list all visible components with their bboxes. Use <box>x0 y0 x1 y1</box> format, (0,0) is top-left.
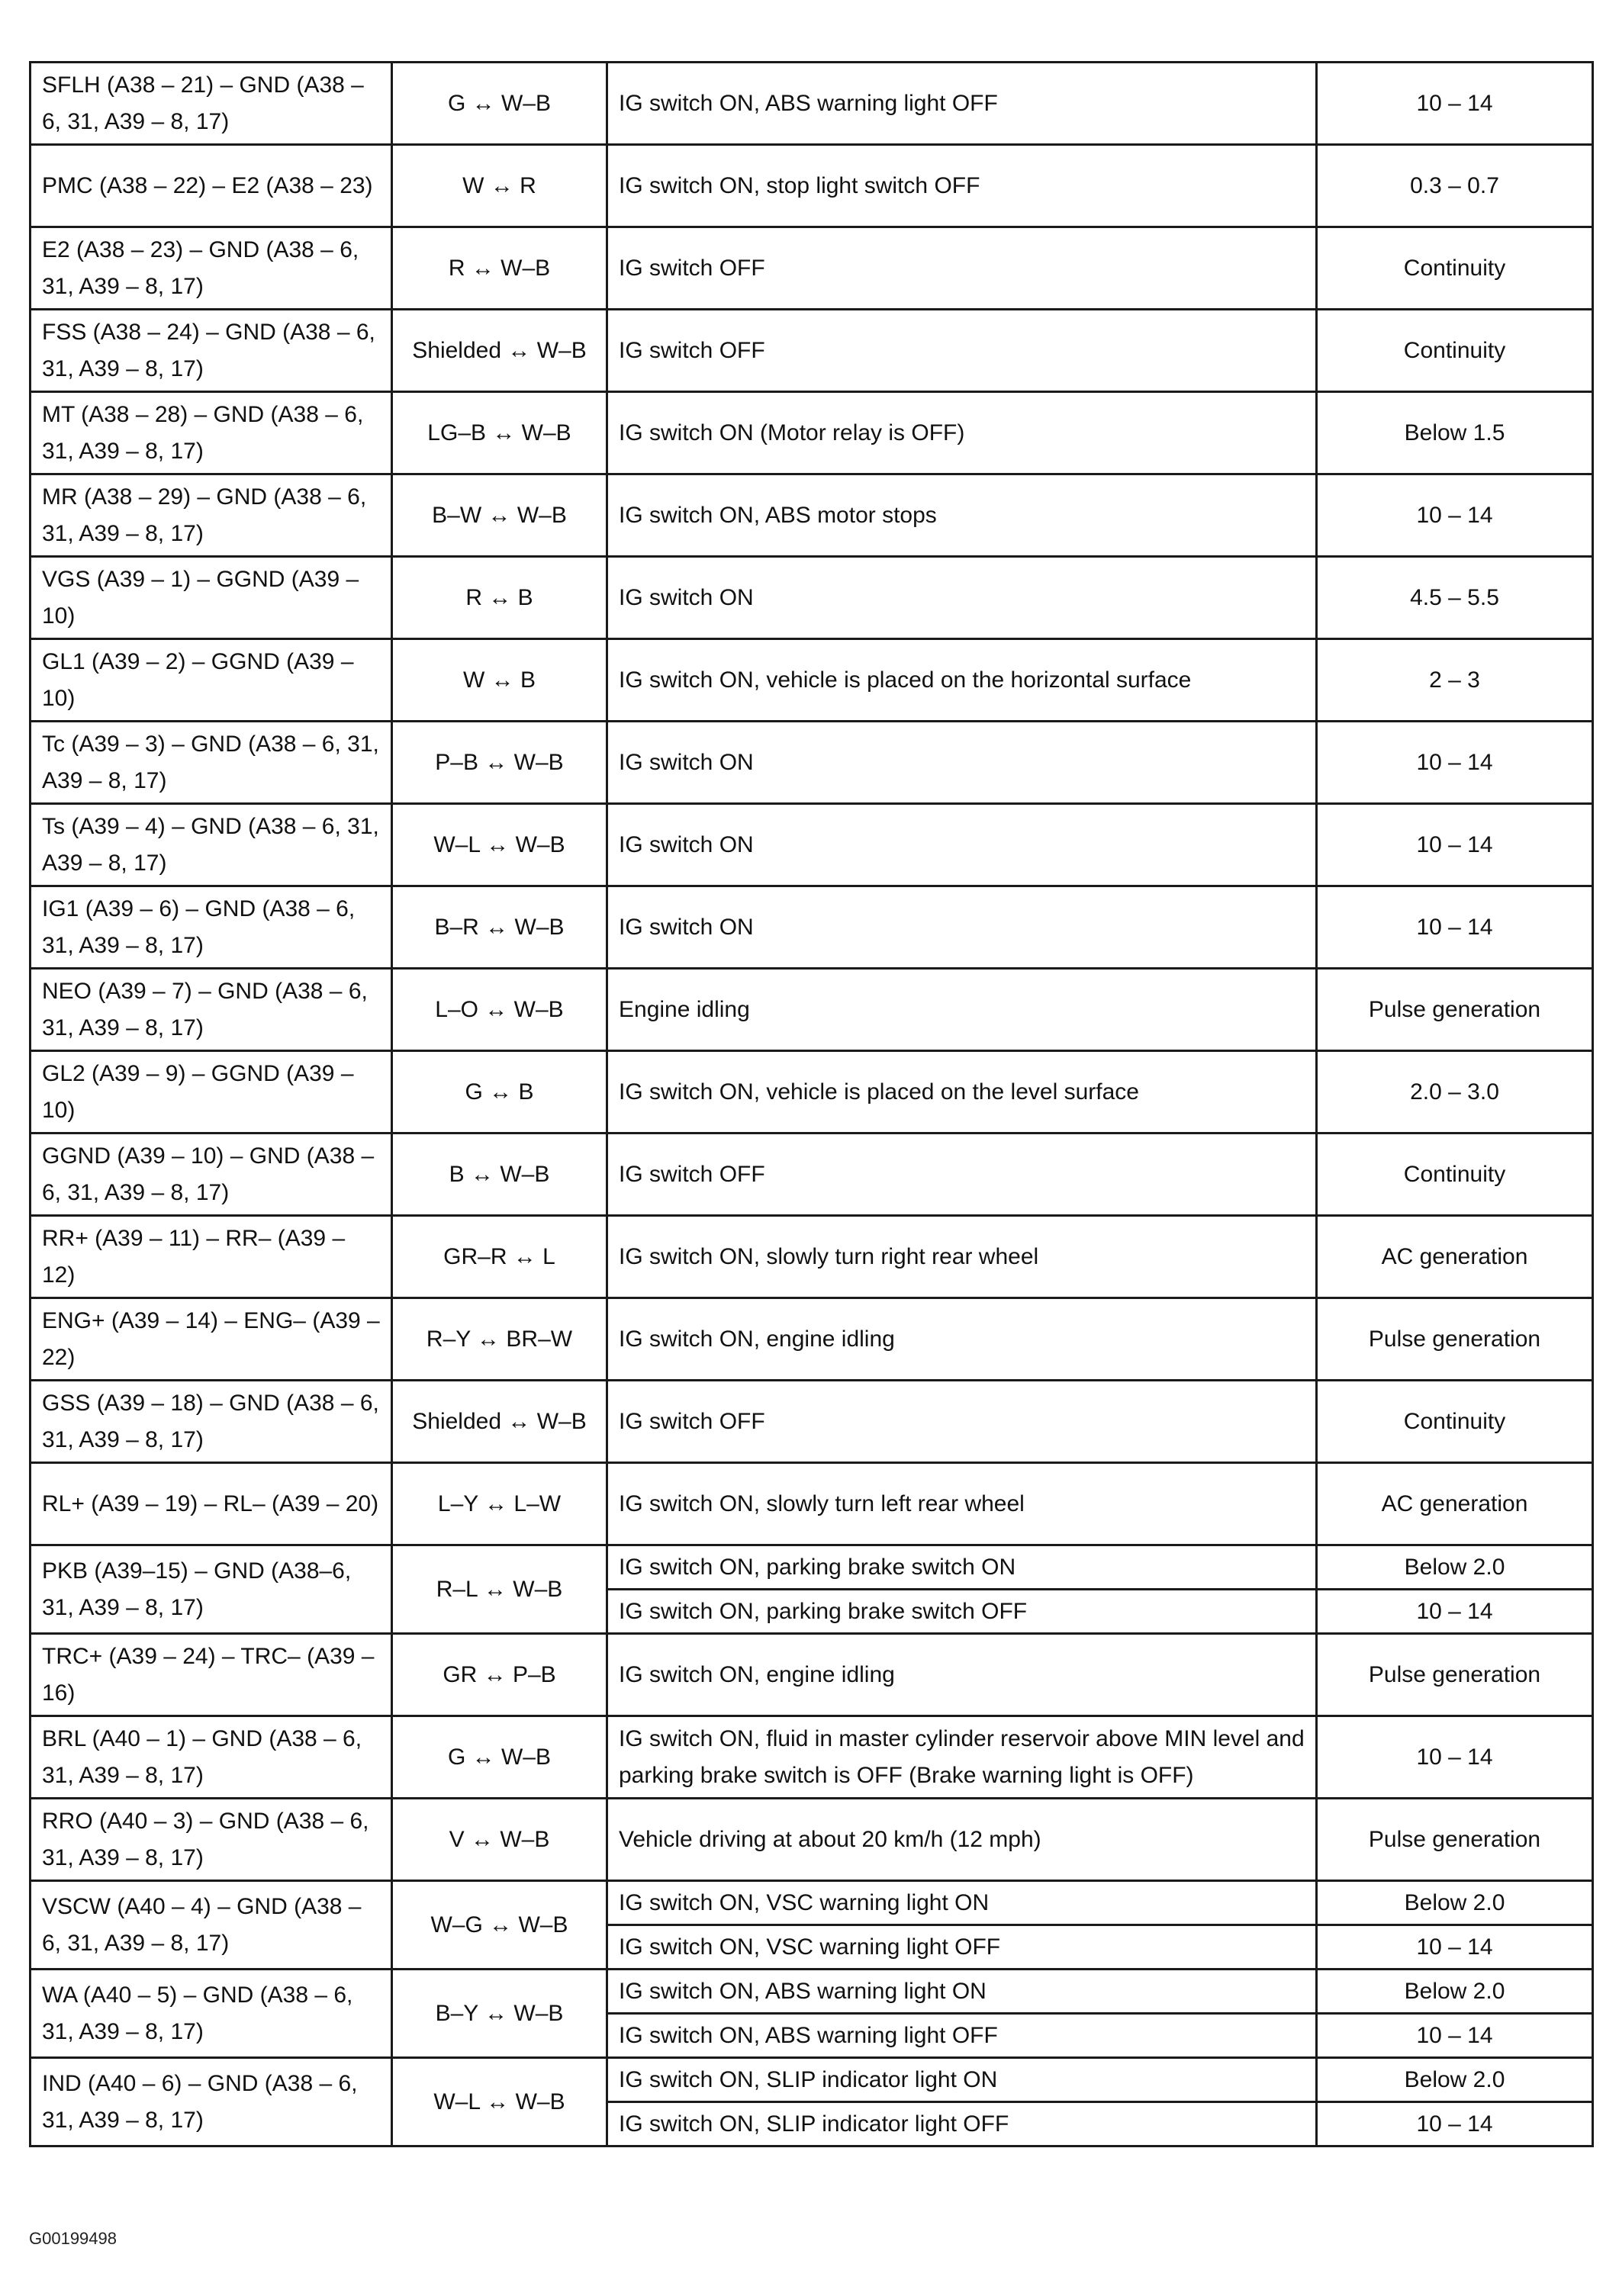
table-row <box>31 1545 1593 1590</box>
wiring-color-cell: G ↔ B <box>392 1051 607 1134</box>
specified-condition-cell: Pulse generation <box>1317 1799 1593 1881</box>
condition-cell: IG switch OFF <box>607 310 1317 392</box>
condition-cell: IG switch ON, slowly turn right rear wheel <box>607 1216 1317 1298</box>
wiring-color-cell: W–L ↔ W–B <box>392 804 607 886</box>
specified-condition-cell: AC generation <box>1317 1216 1593 1298</box>
terminal-cell: E2 (A38 – 23) – GND (A38 – 6, 31, A39 – 8, 17) <box>31 227 392 310</box>
condition-cell: IG switch ON, fluid in master cylinder reservoir above MIN level and parking brake switch is OFF (Brake warning light is OFF) <box>607 1716 1317 1799</box>
condition-cell: IG switch ON <box>607 557 1317 639</box>
wiring-color-cell: W–G ↔ W–B <box>392 1881 607 1970</box>
condition-cell: IG switch ON, engine idling <box>607 1298 1317 1381</box>
specified-condition-cell: 10 – 14 <box>1317 1925 1593 1970</box>
table-row <box>31 145 1593 227</box>
specified-condition-cell: Below 2.0 <box>1317 1881 1593 1925</box>
terminal-cell: VSCW (A40 – 4) – GND (A38 – 6, 31, A39 – 8, 17) <box>31 1881 392 1970</box>
terminal-cell: NEO (A39 – 7) – GND (A38 – 6, 31, A39 – 8, 17) <box>31 969 392 1051</box>
wiring-color-cell: V ↔ W–B <box>392 1799 607 1881</box>
terminal-cell: IND (A40 – 6) – GND (A38 – 6, 31, A39 – 8, 17) <box>31 2058 392 2146</box>
wiring-color-cell: GR ↔ P–B <box>392 1634 607 1716</box>
condition-cell: IG switch ON, vehicle is placed on the level surface <box>607 1051 1317 1134</box>
wiring-color-cell: Shielded ↔ W–B <box>392 310 607 392</box>
specified-condition-cell: 10 – 14 <box>1317 63 1593 145</box>
terminal-check-table <box>29 61 1594 2147</box>
specified-condition-cell: Pulse generation <box>1317 969 1593 1051</box>
specified-condition-cell: 4.5 – 5.5 <box>1317 557 1593 639</box>
specified-condition-cell: 10 – 14 <box>1317 886 1593 969</box>
wiring-color-cell: W ↔ R <box>392 145 607 227</box>
table-row <box>31 1970 1593 2014</box>
specified-condition-cell: Below 2.0 <box>1317 2058 1593 2102</box>
table-row <box>31 1381 1593 1463</box>
condition-cell: IG switch ON, vehicle is placed on the horizontal surface <box>607 639 1317 722</box>
specified-condition-cell: 0.3 – 0.7 <box>1317 145 1593 227</box>
condition-cell: IG switch OFF <box>607 227 1317 310</box>
condition-cell: IG switch ON, stop light switch OFF <box>607 145 1317 227</box>
condition-cell: IG switch ON, ABS warning light OFF <box>607 63 1317 145</box>
condition-cell: IG switch OFF <box>607 1381 1317 1463</box>
table-row <box>31 639 1593 722</box>
terminal-cell: IG1 (A39 – 6) – GND (A38 – 6, 31, A39 – 8, 17) <box>31 886 392 969</box>
condition-cell: IG switch ON, engine idling <box>607 1634 1317 1716</box>
specified-condition-cell: Pulse generation <box>1317 1634 1593 1716</box>
specified-condition-cell: 10 – 14 <box>1317 2014 1593 2058</box>
wiring-color-cell: B–Y ↔ W–B <box>392 1970 607 2058</box>
specified-condition-cell: AC generation <box>1317 1463 1593 1545</box>
condition-cell: IG switch OFF <box>607 1134 1317 1216</box>
terminal-cell: GSS (A39 – 18) – GND (A38 – 6, 31, A39 – 8, 17) <box>31 1381 392 1463</box>
terminal-cell: BRL (A40 – 1) – GND (A38 – 6, 31, A39 – 8, 17) <box>31 1716 392 1799</box>
table-row <box>31 1716 1593 1799</box>
wiring-color-cell: G ↔ W–B <box>392 63 607 145</box>
table-row <box>31 63 1593 145</box>
table-row <box>31 886 1593 969</box>
condition-cell: Engine idling <box>607 969 1317 1051</box>
table-row <box>31 474 1593 557</box>
table-row <box>31 2058 1593 2102</box>
condition-cell: IG switch ON, VSC warning light OFF <box>607 1925 1317 1970</box>
specified-condition-cell: Continuity <box>1317 310 1593 392</box>
table-row <box>31 804 1593 886</box>
specified-condition-cell: 10 – 14 <box>1317 804 1593 886</box>
specified-condition-cell: 10 – 14 <box>1317 1716 1593 1799</box>
terminal-cell: TRC+ (A39 – 24) – TRC– (A39 – 16) <box>31 1634 392 1716</box>
table-row <box>31 392 1593 474</box>
specified-condition-cell: Continuity <box>1317 227 1593 310</box>
terminal-cell: FSS (A38 – 24) – GND (A38 – 6, 31, A39 – 8, 17) <box>31 310 392 392</box>
terminal-cell: ENG+ (A39 – 14) – ENG– (A39 – 22) <box>31 1298 392 1381</box>
wiring-color-cell: Shielded ↔ W–B <box>392 1381 607 1463</box>
specified-condition-cell: Continuity <box>1317 1381 1593 1463</box>
terminal-cell: MR (A38 – 29) – GND (A38 – 6, 31, A39 – 8, 17) <box>31 474 392 557</box>
condition-cell: IG switch ON, parking brake switch OFF <box>607 1590 1317 1634</box>
specified-condition-cell: 2.0 – 3.0 <box>1317 1051 1593 1134</box>
terminal-cell: Tc (A39 – 3) – GND (A38 – 6, 31, A39 – 8, 17) <box>31 722 392 804</box>
wiring-color-cell: B–W ↔ W–B <box>392 474 607 557</box>
specified-condition-cell: Pulse generation <box>1317 1298 1593 1381</box>
wiring-color-cell: G ↔ W–B <box>392 1716 607 1799</box>
terminal-cell: MT (A38 – 28) – GND (A38 – 6, 31, A39 – 8, 17) <box>31 392 392 474</box>
wiring-color-cell: L–O ↔ W–B <box>392 969 607 1051</box>
terminal-cell: RRO (A40 – 3) – GND (A38 – 6, 31, A39 – 8, 17) <box>31 1799 392 1881</box>
condition-cell: IG switch ON <box>607 722 1317 804</box>
condition-cell: IG switch ON, SLIP indicator light OFF <box>607 2102 1317 2146</box>
condition-cell: IG switch ON, ABS motor stops <box>607 474 1317 557</box>
specified-condition-cell: 10 – 14 <box>1317 722 1593 804</box>
wiring-color-cell: L–Y ↔ L–W <box>392 1463 607 1545</box>
condition-cell: IG switch ON, ABS warning light OFF <box>607 2014 1317 2058</box>
condition-cell: IG switch ON, VSC warning light ON <box>607 1881 1317 1925</box>
condition-cell: Vehicle driving at about 20 km/h (12 mph) <box>607 1799 1317 1881</box>
specified-condition-cell: Continuity <box>1317 1134 1593 1216</box>
table-row <box>31 1298 1593 1381</box>
terminal-cell: VGS (A39 – 1) – GGND (A39 – 10) <box>31 557 392 639</box>
wiring-color-cell: R ↔ B <box>392 557 607 639</box>
wiring-color-cell: R ↔ W–B <box>392 227 607 310</box>
wiring-color-cell: R–L ↔ W–B <box>392 1545 607 1634</box>
table-row <box>31 969 1593 1051</box>
table-body <box>31 63 1593 2146</box>
wiring-color-cell: P–B ↔ W–B <box>392 722 607 804</box>
specified-condition-cell: 2 – 3 <box>1317 639 1593 722</box>
terminal-cell: PKB (A39–15) – GND (A38–6, 31, A39 – 8, 17) <box>31 1545 392 1634</box>
table-row <box>31 1799 1593 1881</box>
specified-condition-cell: 10 – 14 <box>1317 474 1593 557</box>
terminal-cell: RL+ (A39 – 19) – RL– (A39 – 20) <box>31 1463 392 1545</box>
table-row <box>31 1881 1593 1925</box>
condition-cell: IG switch ON (Motor relay is OFF) <box>607 392 1317 474</box>
wiring-color-cell: B–R ↔ W–B <box>392 886 607 969</box>
table-row <box>31 1216 1593 1298</box>
table-row <box>31 310 1593 392</box>
condition-cell: IG switch ON, ABS warning light ON <box>607 1970 1317 2014</box>
specified-condition-cell: 10 – 14 <box>1317 2102 1593 2146</box>
terminal-cell: Ts (A39 – 4) – GND (A38 – 6, 31, A39 – 8, 17) <box>31 804 392 886</box>
wiring-color-cell: LG–B ↔ W–B <box>392 392 607 474</box>
figure-code: G00199498 <box>29 2229 117 2248</box>
condition-cell: IG switch ON, slowly turn left rear wheel <box>607 1463 1317 1545</box>
specified-condition-cell: Below 2.0 <box>1317 1545 1593 1590</box>
specified-condition-cell: Below 1.5 <box>1317 392 1593 474</box>
wiring-color-cell: W ↔ B <box>392 639 607 722</box>
terminal-cell: SFLH (A38 – 21) – GND (A38 – 6, 31, A39 – 8, 17) <box>31 63 392 145</box>
wiring-color-cell: W–L ↔ W–B <box>392 2058 607 2146</box>
wiring-color-cell: GR–R ↔ L <box>392 1216 607 1298</box>
specified-condition-cell: 10 – 14 <box>1317 1590 1593 1634</box>
condition-cell: IG switch ON, parking brake switch ON <box>607 1545 1317 1590</box>
table-row <box>31 722 1593 804</box>
table-row <box>31 557 1593 639</box>
terminal-cell: GGND (A39 – 10) – GND (A38 – 6, 31, A39 – 8, 17) <box>31 1134 392 1216</box>
terminal-cell: GL2 (A39 – 9) – GGND (A39 – 10) <box>31 1051 392 1134</box>
terminal-cell: PMC (A38 – 22) – E2 (A38 – 23) <box>31 145 392 227</box>
table-row <box>31 1051 1593 1134</box>
wiring-color-cell: B ↔ W–B <box>392 1134 607 1216</box>
table-row <box>31 1463 1593 1545</box>
specified-condition-cell: Below 2.0 <box>1317 1970 1593 2014</box>
table-row <box>31 1134 1593 1216</box>
condition-cell: IG switch ON <box>607 886 1317 969</box>
terminal-cell: WA (A40 – 5) – GND (A38 – 6, 31, A39 – 8, 17) <box>31 1970 392 2058</box>
wiring-color-cell: R–Y ↔ BR–W <box>392 1298 607 1381</box>
terminal-cell: RR+ (A39 – 11) – RR– (A39 – 12) <box>31 1216 392 1298</box>
terminal-cell: GL1 (A39 – 2) – GGND (A39 – 10) <box>31 639 392 722</box>
table-row <box>31 1634 1593 1716</box>
condition-cell: IG switch ON, SLIP indicator light ON <box>607 2058 1317 2102</box>
table-row <box>31 227 1593 310</box>
condition-cell: IG switch ON <box>607 804 1317 886</box>
